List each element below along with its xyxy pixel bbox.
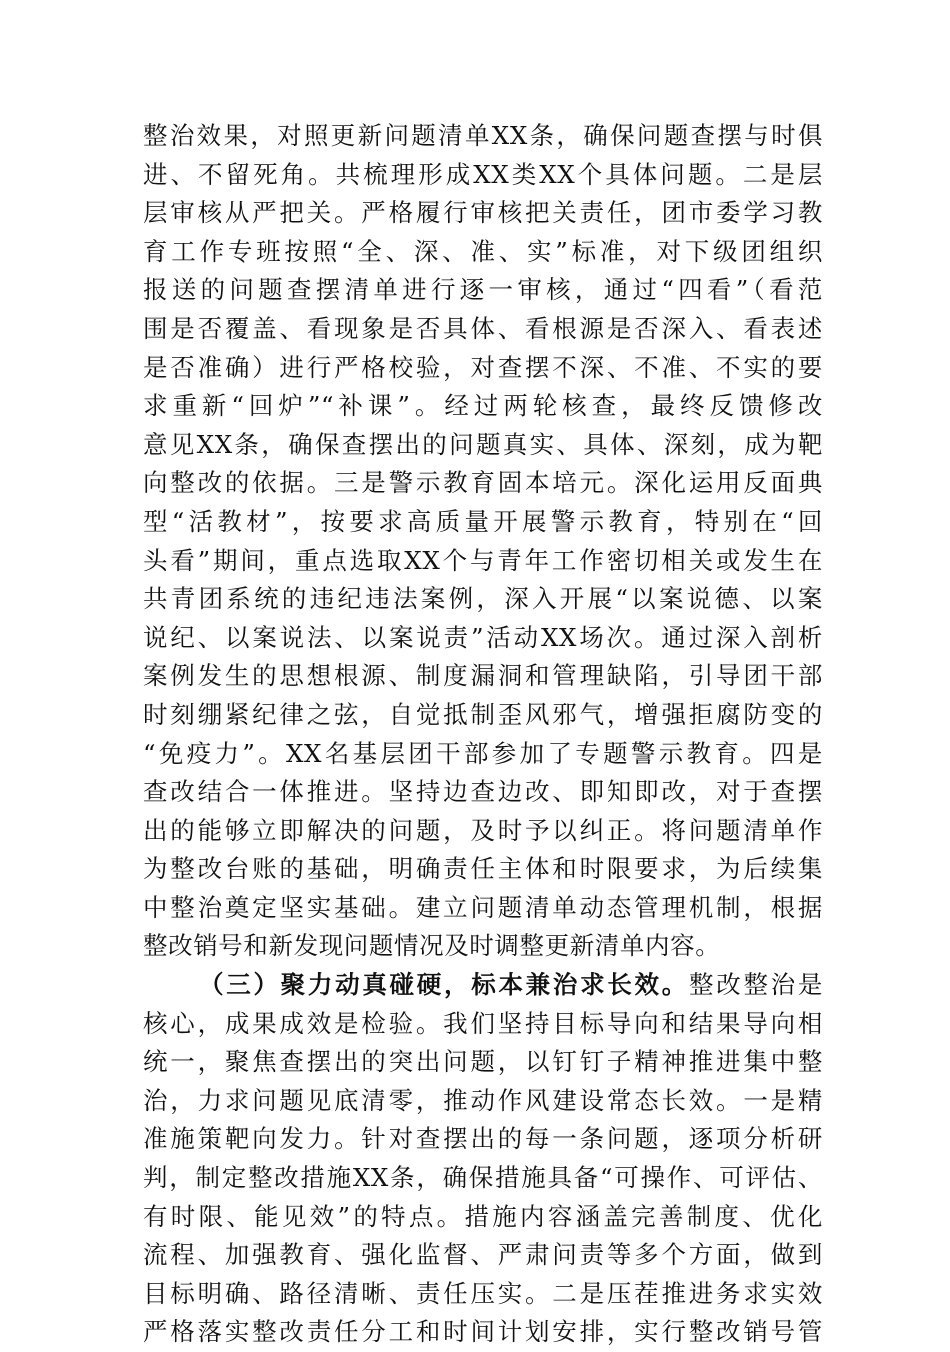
- text-line: 统一，聚焦查摆出的突出问题，以钉钉子精神推进集中整: [143, 1047, 823, 1077]
- text-line: 意见XX条，确保查摆出的问题真实、具体、深刻，成为靶: [143, 429, 823, 459]
- text-line: 中整治奠定坚实基础。建立问题清单动态管理机制，根据: [143, 892, 823, 922]
- section-heading: （三）聚力动真碰硬，标本兼治求长效。: [199, 970, 689, 1000]
- text-line: 时刻绷紧纪律之弦，自觉抵制歪风邪气，增强拒腐防变的: [143, 699, 823, 729]
- text-line: 流程、加强教育、强化监督、严肃问责等多个方面，做到: [143, 1240, 823, 1270]
- text-line: 判，制定整改措施XX条，确保措施具备“可操作、可评估、: [143, 1163, 823, 1193]
- text-line: 严格落实整改责任分工和时间计划安排，实行整改销号管: [143, 1317, 823, 1347]
- text-fragment: 整改整治是: [689, 970, 823, 1000]
- text-line: 查改结合一体推进。坚持边查边改、即知即改，对于查摆: [143, 777, 823, 807]
- text-line: 目标明确、路径清晰、责任压实。二是压茬推进务求实效: [143, 1278, 823, 1308]
- text-line: 层审核从严把关。严格履行审核把关责任，团市委学习教: [143, 198, 823, 228]
- text-line: 型“活教材”，按要求高质量开展警示教育，特别在“回: [143, 506, 823, 536]
- text-line: 是否准确）进行严格校验，对查摆不深、不准、不实的要: [143, 352, 823, 382]
- text-line: 整治效果，对照更新问题清单XX条，确保问题查摆与时俱: [143, 121, 823, 150]
- section-heading-line: [143, 966, 823, 1005]
- text-line: 报送的问题查摆清单进行逐一审核，通过“四看”（看范: [143, 275, 823, 305]
- text-line: 核心，成果成效是检验。我们坚持目标导向和结果导向相: [143, 1008, 823, 1038]
- text-line: 出的能够立即解决的问题，及时予以纠正。将问题清单作: [143, 815, 823, 845]
- text-line: 围是否覆盖、看现象是否具体、看根源是否深入、看表述: [143, 313, 823, 343]
- text-line: 共青团系统的违纪违法案例，深入开展“以案说德、以案: [143, 584, 823, 614]
- text-line: 治，力求问题见底清零，推动作风建设常态长效。一是精: [143, 1085, 823, 1115]
- body-text: [143, 117, 823, 1352]
- paragraph-1: [143, 117, 823, 966]
- text-line: “免疫力”。XX名基层团干部参加了专题警示教育。四是: [143, 738, 823, 768]
- paragraph-2: [143, 966, 823, 1352]
- text-line: 整改销号和新发现问题情况及时调整更新清单内容。: [143, 931, 721, 961]
- text-line: 说纪、以案说法、以案说责”活动XX场次。通过深入剖析: [143, 622, 823, 652]
- text-line: 准施策靶向发力。针对查摆出的每一条问题，逐项分析研: [143, 1124, 823, 1154]
- text-line: 进、不留死角。共梳理形成XX类XX个具体问题。二是层: [143, 159, 823, 189]
- text-line: 头看”期间，重点选取XX个与青年工作密切相关或发生在: [143, 545, 823, 575]
- text-line: 求重新“回炉”“补课”。经过两轮核查，最终反馈修改: [143, 391, 823, 421]
- text-line: 育工作专班按照“全、深、准、实”标准，对下级团组织: [143, 236, 823, 266]
- text-line: 有时限、能见效”的特点。措施内容涵盖完善制度、优化: [143, 1201, 823, 1231]
- text-line: 向整改的依据。三是警示教育固本培元。深化运用反面典: [143, 468, 823, 498]
- text-line: 为整改台账的基础，明确责任主体和时限要求，为后续集: [143, 854, 823, 884]
- text-line: 案例发生的思想根源、制度漏洞和管理缺陷，引导团干部: [143, 661, 823, 691]
